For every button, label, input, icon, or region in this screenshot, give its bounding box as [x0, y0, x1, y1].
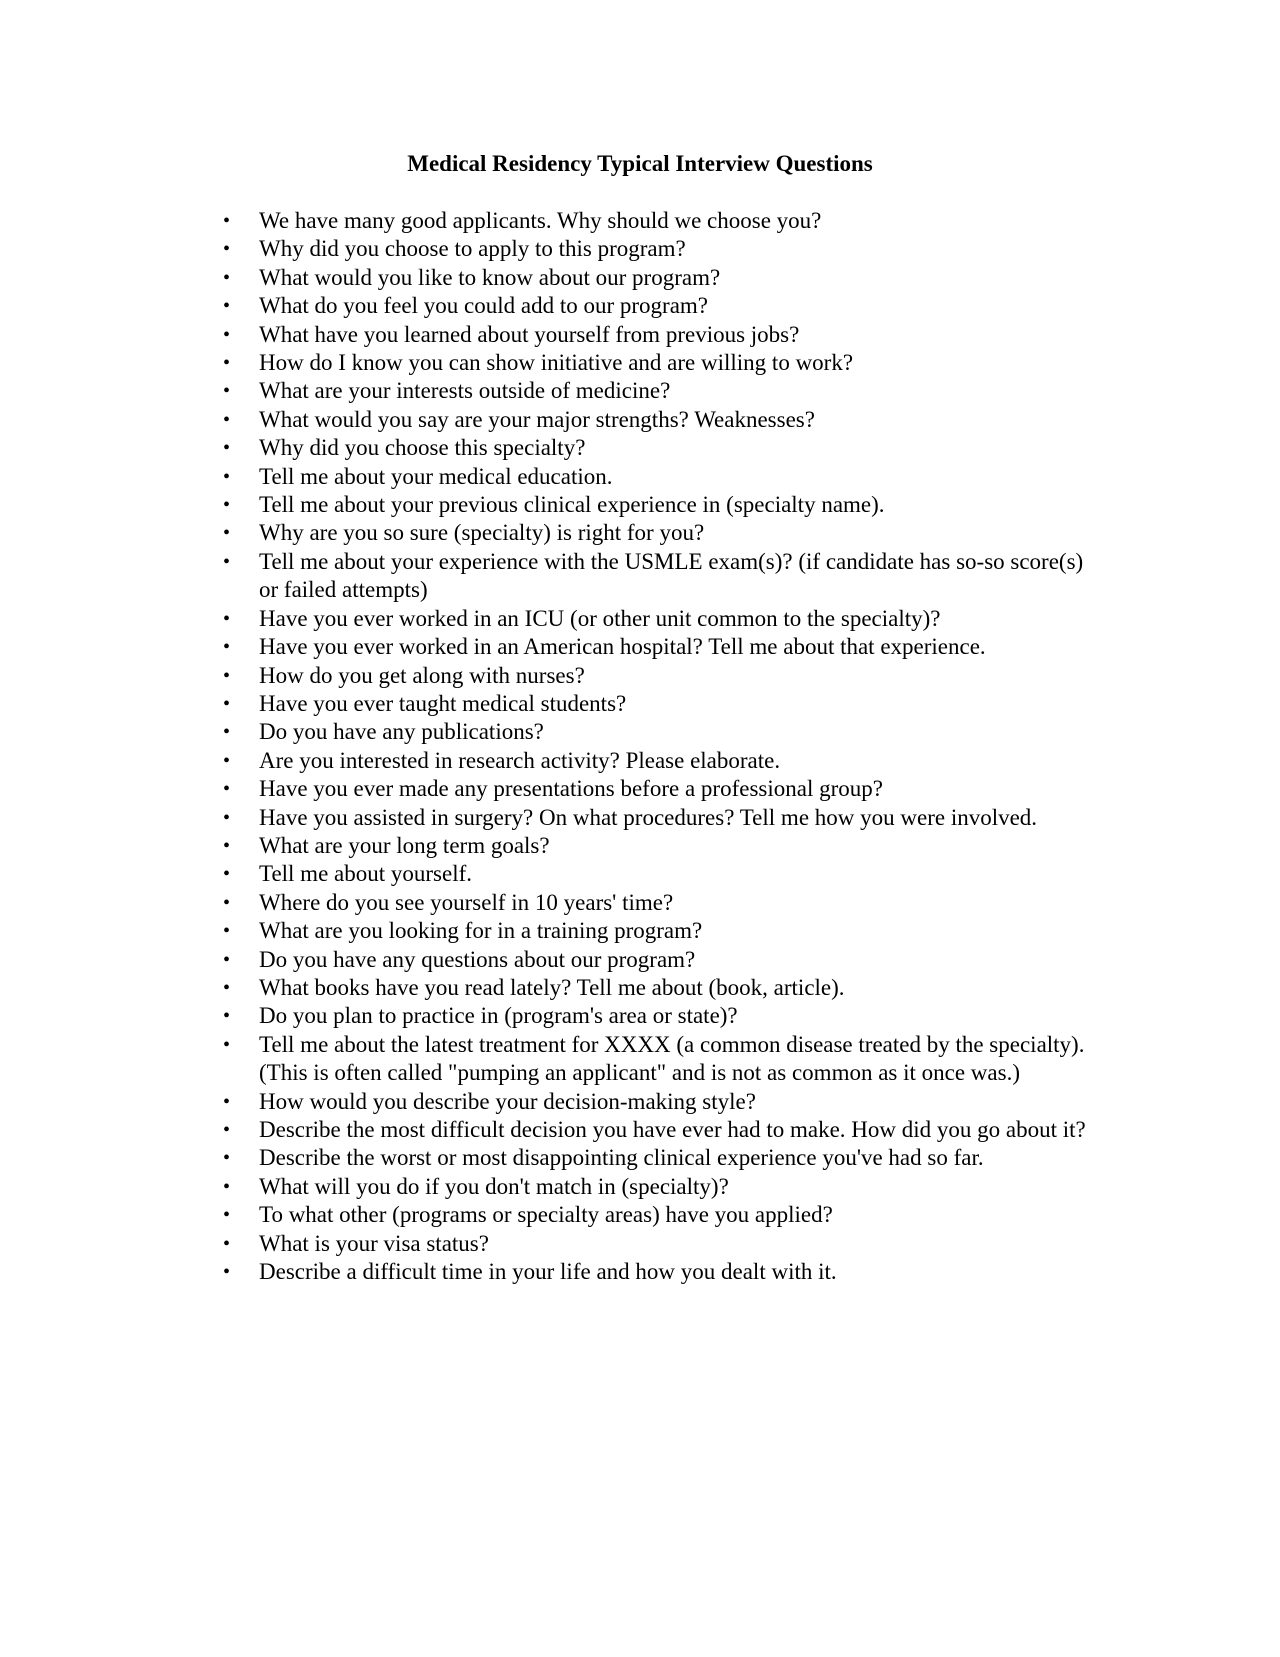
question-item: [223, 860, 1093, 888]
bullet-icon: •: [223, 437, 231, 460]
bullet-icon: •: [223, 465, 231, 488]
bullet-icon: •: [223, 976, 231, 999]
question-text: What do you feel you could add to our program?: [259, 293, 709, 319]
question-item: [223, 463, 1093, 491]
question-item: [223, 1144, 1093, 1172]
question-text: Tell me about your medical education.: [259, 463, 613, 489]
bullet-icon: •: [223, 494, 231, 517]
question-item: [223, 690, 1093, 718]
bullet-icon: •: [223, 1261, 231, 1284]
bullet-icon: •: [223, 1147, 231, 1170]
question-item: [223, 377, 1093, 405]
question-item: [223, 1031, 1093, 1088]
question-text: How do you get along with nurses?: [259, 662, 585, 688]
question-text: Tell me about yourself.: [259, 861, 472, 887]
question-item: [223, 1230, 1093, 1258]
question-item: [223, 1258, 1093, 1286]
question-text: To what other (programs or specialty areas) have you applied?: [259, 1202, 833, 1228]
question-item: [223, 917, 1093, 945]
question-text: Tell me about your previous clinical experience in (specialty name).: [259, 492, 885, 518]
bullet-icon: •: [223, 238, 231, 261]
bullet-icon: •: [223, 607, 231, 630]
question-item: [223, 1173, 1093, 1201]
question-text: Have you ever worked in an American hospital? Tell me about that experience.: [259, 634, 986, 660]
question-text: Do you have any questions about our program?: [259, 946, 696, 972]
question-item: [223, 633, 1093, 661]
question-item: [223, 264, 1093, 292]
question-text: Do you plan to practice in (program's area or state)?: [259, 1003, 738, 1029]
question-item: [223, 804, 1093, 832]
bullet-icon: •: [223, 863, 231, 886]
question-text: Do you have any publications?: [259, 719, 544, 745]
bullet-icon: •: [223, 550, 231, 573]
question-item: [223, 747, 1093, 775]
bullet-icon: •: [223, 1090, 231, 1113]
question-text: Where do you see yourself in 10 years' time?: [259, 889, 674, 915]
bullet-icon: •: [223, 721, 231, 744]
question-text: What have you learned about yourself from previous jobs?: [259, 321, 800, 347]
question-text: What would you say are your major strengths? Weaknesses?: [259, 406, 815, 432]
question-text: What are you looking for in a training program?: [259, 918, 703, 944]
bullet-icon: •: [223, 1204, 231, 1227]
bullet-icon: •: [223, 834, 231, 857]
question-text: Describe a difficult time in your life and how you dealt with it.: [259, 1259, 837, 1285]
document-title: Medical Residency Typical Interview Questions: [407, 151, 873, 176]
bullet-icon: •: [223, 352, 231, 375]
question-item: [223, 548, 1093, 605]
bullet-icon: •: [223, 778, 231, 801]
question-text: Have you ever taught medical students?: [259, 690, 627, 716]
question-text: Why did you choose this specialty?: [259, 435, 586, 461]
question-item: [223, 349, 1093, 377]
bullet-icon: •: [223, 806, 231, 829]
question-text: Describe the worst or most disappointing clinical experience you've had so far.: [259, 1145, 984, 1171]
bullet-icon: •: [223, 1175, 231, 1198]
question-text: Why are you so sure (specialty) is right for you?: [259, 520, 705, 546]
bullet-icon: •: [223, 1005, 231, 1028]
bullet-icon: •: [223, 749, 231, 772]
question-text: Are you interested in research activity? Please elaborate.: [259, 747, 781, 773]
bullet-icon: •: [223, 636, 231, 659]
question-item: [223, 235, 1093, 263]
bullet-icon: •: [223, 1033, 231, 1056]
question-item: [223, 292, 1093, 320]
question-item: [223, 889, 1093, 917]
question-item: [223, 974, 1093, 1002]
question-item: [223, 832, 1093, 860]
question-item: [223, 605, 1093, 633]
question-list: [223, 207, 1093, 1286]
question-item: [223, 406, 1093, 434]
bullet-icon: •: [223, 522, 231, 545]
question-item: [223, 519, 1093, 547]
bullet-icon: •: [223, 266, 231, 289]
question-text: Why did you choose to apply to this program?: [259, 236, 686, 262]
question-text: Tell me about your experience with the USMLE exam(s)? (if candidate has so-so score(s) or failed attempts): [259, 548, 1084, 603]
bullet-icon: •: [223, 210, 231, 232]
question-text: Have you ever made any presentations before a professional group?: [259, 776, 883, 802]
question-item: [223, 1088, 1093, 1116]
bullet-icon: •: [223, 920, 231, 943]
question-text: How would you describe your decision-making style?: [259, 1088, 756, 1114]
question-text: What would you like to know about our program?: [259, 264, 721, 290]
question-item: [223, 321, 1093, 349]
question-item: [223, 434, 1093, 462]
question-item: [223, 662, 1093, 690]
question-text: We have many good applicants. Why should we choose you?: [259, 208, 822, 233]
question-text: What are your long term goals?: [259, 832, 550, 858]
question-item: [223, 775, 1093, 803]
bullet-icon: •: [223, 295, 231, 318]
question-text: Tell me about the latest treatment for XXXX (a common disease treated by the specialty). (This is often called "pumping an applicant" and is not as common as it once was.): [259, 1031, 1085, 1086]
bullet-icon: •: [223, 1232, 231, 1255]
question-text: What will you do if you don't match in (specialty)?: [259, 1173, 729, 1199]
question-item: [223, 1116, 1093, 1144]
question-text: How do I know you can show initiative and are willing to work?: [259, 350, 854, 376]
question-text: What are your interests outside of medicine?: [259, 378, 671, 404]
bullet-icon: •: [223, 891, 231, 914]
question-text: Have you ever worked in an ICU (or other unit common to the specialty)?: [259, 605, 941, 631]
bullet-icon: •: [223, 408, 231, 431]
bullet-icon: •: [223, 692, 231, 715]
question-item: [223, 1002, 1093, 1030]
bullet-icon: •: [223, 948, 231, 971]
question-text: What books have you read lately? Tell me about (book, article).: [259, 974, 845, 1000]
question-text: Have you assisted in surgery? On what procedures? Tell me how you were involved.: [259, 804, 1038, 830]
bullet-icon: •: [223, 323, 231, 346]
question-item: [223, 207, 1093, 235]
question-text: Describe the most difficult decision you have ever had to make. How did you go about it?: [259, 1117, 1086, 1142]
bullet-icon: •: [223, 380, 231, 403]
bullet-icon: •: [223, 664, 231, 687]
question-item: [223, 718, 1093, 746]
question-text: What is your visa status?: [259, 1230, 489, 1256]
bullet-icon: •: [223, 1119, 231, 1141]
question-item: [223, 1201, 1093, 1229]
question-item: [223, 491, 1093, 519]
question-item: [223, 946, 1093, 974]
